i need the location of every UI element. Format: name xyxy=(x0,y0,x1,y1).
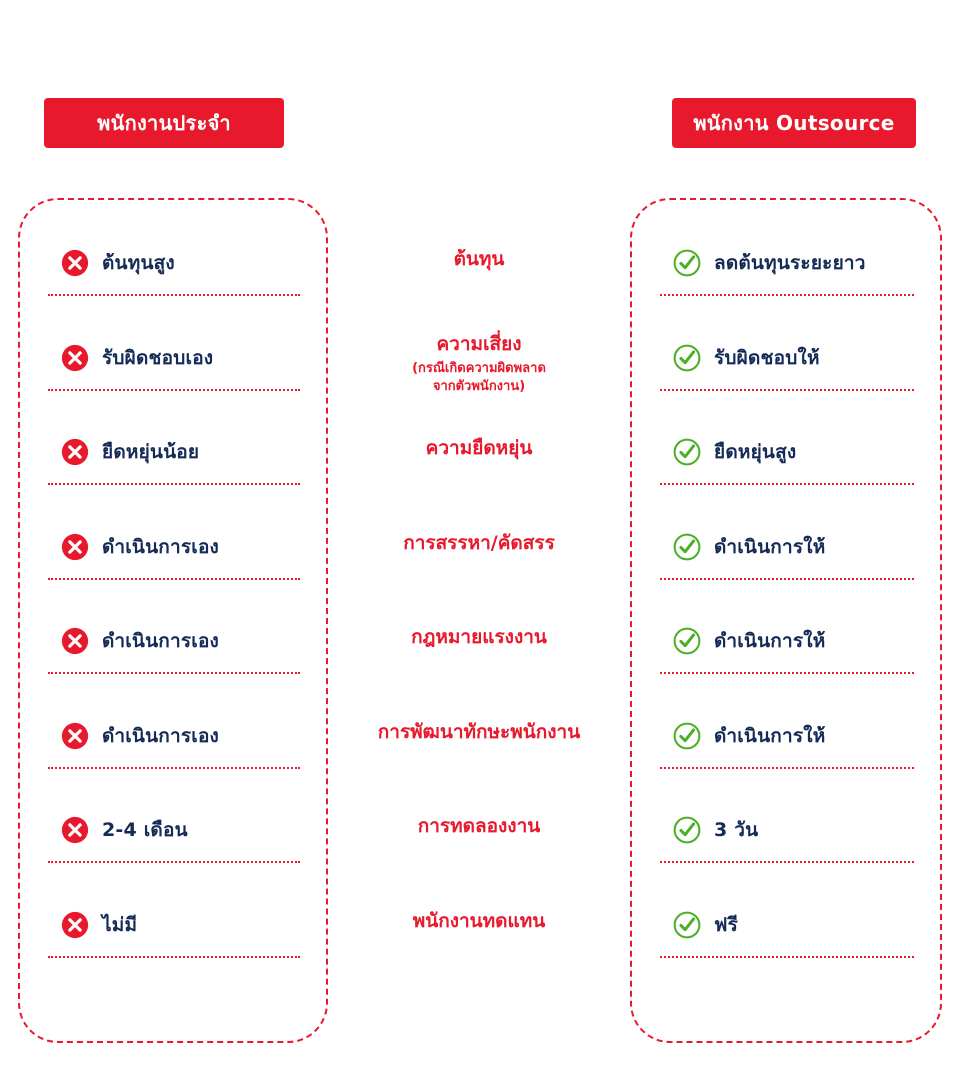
check-circle-icon xyxy=(672,626,702,656)
outsource-item-label: ดำเนินการให้ xyxy=(714,724,826,747)
outsource-cell xyxy=(660,799,914,863)
criterion-cell xyxy=(340,894,618,934)
criterion-cell xyxy=(340,232,618,272)
comparison-row xyxy=(0,705,960,799)
comparison-row xyxy=(0,327,960,421)
permanent-cell xyxy=(48,232,300,296)
check-circle-icon xyxy=(672,248,702,278)
outsource-cell xyxy=(660,610,914,674)
row-divider xyxy=(48,861,300,863)
row-divider xyxy=(660,294,914,296)
criterion-label: การทดลองงาน xyxy=(417,815,541,837)
criterion-cell xyxy=(340,327,618,396)
comparison-row xyxy=(0,232,960,326)
permanent-item xyxy=(48,610,300,672)
check-circle-icon xyxy=(672,910,702,940)
row-divider xyxy=(48,956,300,958)
criterion-cell xyxy=(340,516,618,556)
row-divider xyxy=(48,389,300,391)
permanent-item-label: ดำเนินการเอง xyxy=(102,630,220,652)
check-circle-icon xyxy=(672,532,702,562)
row-divider xyxy=(48,483,300,485)
criterion-cell xyxy=(340,421,618,461)
permanent-item-label: ไม่มี xyxy=(102,913,138,936)
row-divider xyxy=(660,956,914,958)
outsource-item-label: ฟรี xyxy=(714,913,739,936)
check-circle-icon xyxy=(672,437,702,467)
permanent-item xyxy=(48,232,300,294)
outsource-item-label: ลดต้นทุนระยะยาว xyxy=(714,252,866,274)
cross-circle-icon xyxy=(60,815,90,845)
outsource-cell xyxy=(660,894,914,958)
outsource-cell xyxy=(660,516,914,580)
criterion-cell xyxy=(340,705,618,745)
permanent-cell xyxy=(48,516,300,580)
cross-circle-icon xyxy=(60,721,90,751)
permanent-cell xyxy=(48,327,300,391)
check-circle-icon xyxy=(672,343,702,373)
criterion-label: พนักงานทดแทน xyxy=(412,909,546,932)
cross-circle-icon xyxy=(60,910,90,940)
outsource-item xyxy=(660,421,914,483)
cross-circle-icon xyxy=(60,532,90,562)
cross-circle-icon xyxy=(60,626,90,656)
criterion-label: การสรรหา/คัดสรร xyxy=(403,531,555,554)
row-divider xyxy=(48,672,300,674)
row-divider xyxy=(660,483,914,485)
outsource-item xyxy=(660,799,914,861)
row-divider xyxy=(660,861,914,863)
permanent-item xyxy=(48,799,300,861)
permanent-cell xyxy=(48,421,300,485)
criterion-label: การพัฒนาทักษะพนักงาน xyxy=(377,720,581,743)
outsource-item-label: 3 วัน xyxy=(714,819,759,841)
criterion-sublabel: (กรณีเกิดความผิดพลาด จากตัวพนักงาน) xyxy=(412,361,546,394)
permanent-cell xyxy=(48,610,300,674)
outsource-item-label: ดำเนินการให้ xyxy=(714,535,826,558)
permanent-item xyxy=(48,516,300,578)
row-divider xyxy=(660,578,914,580)
cross-circle-icon xyxy=(60,343,90,373)
check-circle-icon xyxy=(672,815,702,845)
permanent-item-label: รับผิดชอบเอง xyxy=(102,346,214,369)
row-divider xyxy=(660,389,914,391)
comparison-row xyxy=(0,610,960,704)
criterion-cell xyxy=(340,799,618,839)
permanent-item-label: 2-4 เดือน xyxy=(102,819,188,841)
outsource-item xyxy=(660,327,914,389)
outsource-cell xyxy=(660,232,914,296)
outsource-item xyxy=(660,610,914,672)
criterion-cell xyxy=(340,610,618,650)
permanent-item-label: ต้นทุนสูง xyxy=(102,252,175,274)
comparison-rows xyxy=(0,232,960,1022)
cross-circle-icon xyxy=(60,437,90,467)
permanent-item-label: ดำเนินการเอง xyxy=(102,535,220,558)
comparison-row xyxy=(0,421,960,515)
permanent-item xyxy=(48,421,300,483)
row-divider xyxy=(660,672,914,674)
comparison-row xyxy=(0,894,960,988)
outsource-item-label: ดำเนินการให้ xyxy=(714,630,826,652)
outsource-item xyxy=(660,232,914,294)
permanent-cell xyxy=(48,705,300,769)
permanent-item-label: ดำเนินการเอง xyxy=(102,724,220,747)
outsource-cell xyxy=(660,421,914,485)
outsource-item-label: รับผิดชอบให้ xyxy=(714,346,820,369)
cross-circle-icon xyxy=(60,248,90,278)
criterion-label: กฎหมายแรงงาน xyxy=(411,626,547,648)
check-circle-icon xyxy=(672,721,702,751)
column-header-permanent: พนักงานประจำ xyxy=(44,98,284,148)
comparison-row xyxy=(0,799,960,893)
criterion-label: ต้นทุน xyxy=(453,248,505,270)
row-divider xyxy=(48,578,300,580)
permanent-cell xyxy=(48,894,300,958)
outsource-item-label: ยืดหยุ่นสูง xyxy=(714,441,797,463)
outsource-item xyxy=(660,705,914,767)
criterion-label: ความเสี่ยง xyxy=(436,332,522,355)
permanent-item xyxy=(48,327,300,389)
permanent-item-label: ยืดหยุ่นน้อย xyxy=(102,441,200,463)
comparison-row xyxy=(0,516,960,610)
outsource-cell xyxy=(660,705,914,769)
permanent-cell xyxy=(48,799,300,863)
row-divider xyxy=(48,767,300,769)
permanent-item xyxy=(48,705,300,767)
column-header-outsource: พนักงาน Outsource xyxy=(672,98,916,148)
criterion-label: ความยืดหยุ่น xyxy=(425,437,533,459)
permanent-item xyxy=(48,894,300,956)
outsource-item xyxy=(660,516,914,578)
row-divider xyxy=(48,294,300,296)
outsource-item xyxy=(660,894,914,956)
row-divider xyxy=(660,767,914,769)
outsource-cell xyxy=(660,327,914,391)
